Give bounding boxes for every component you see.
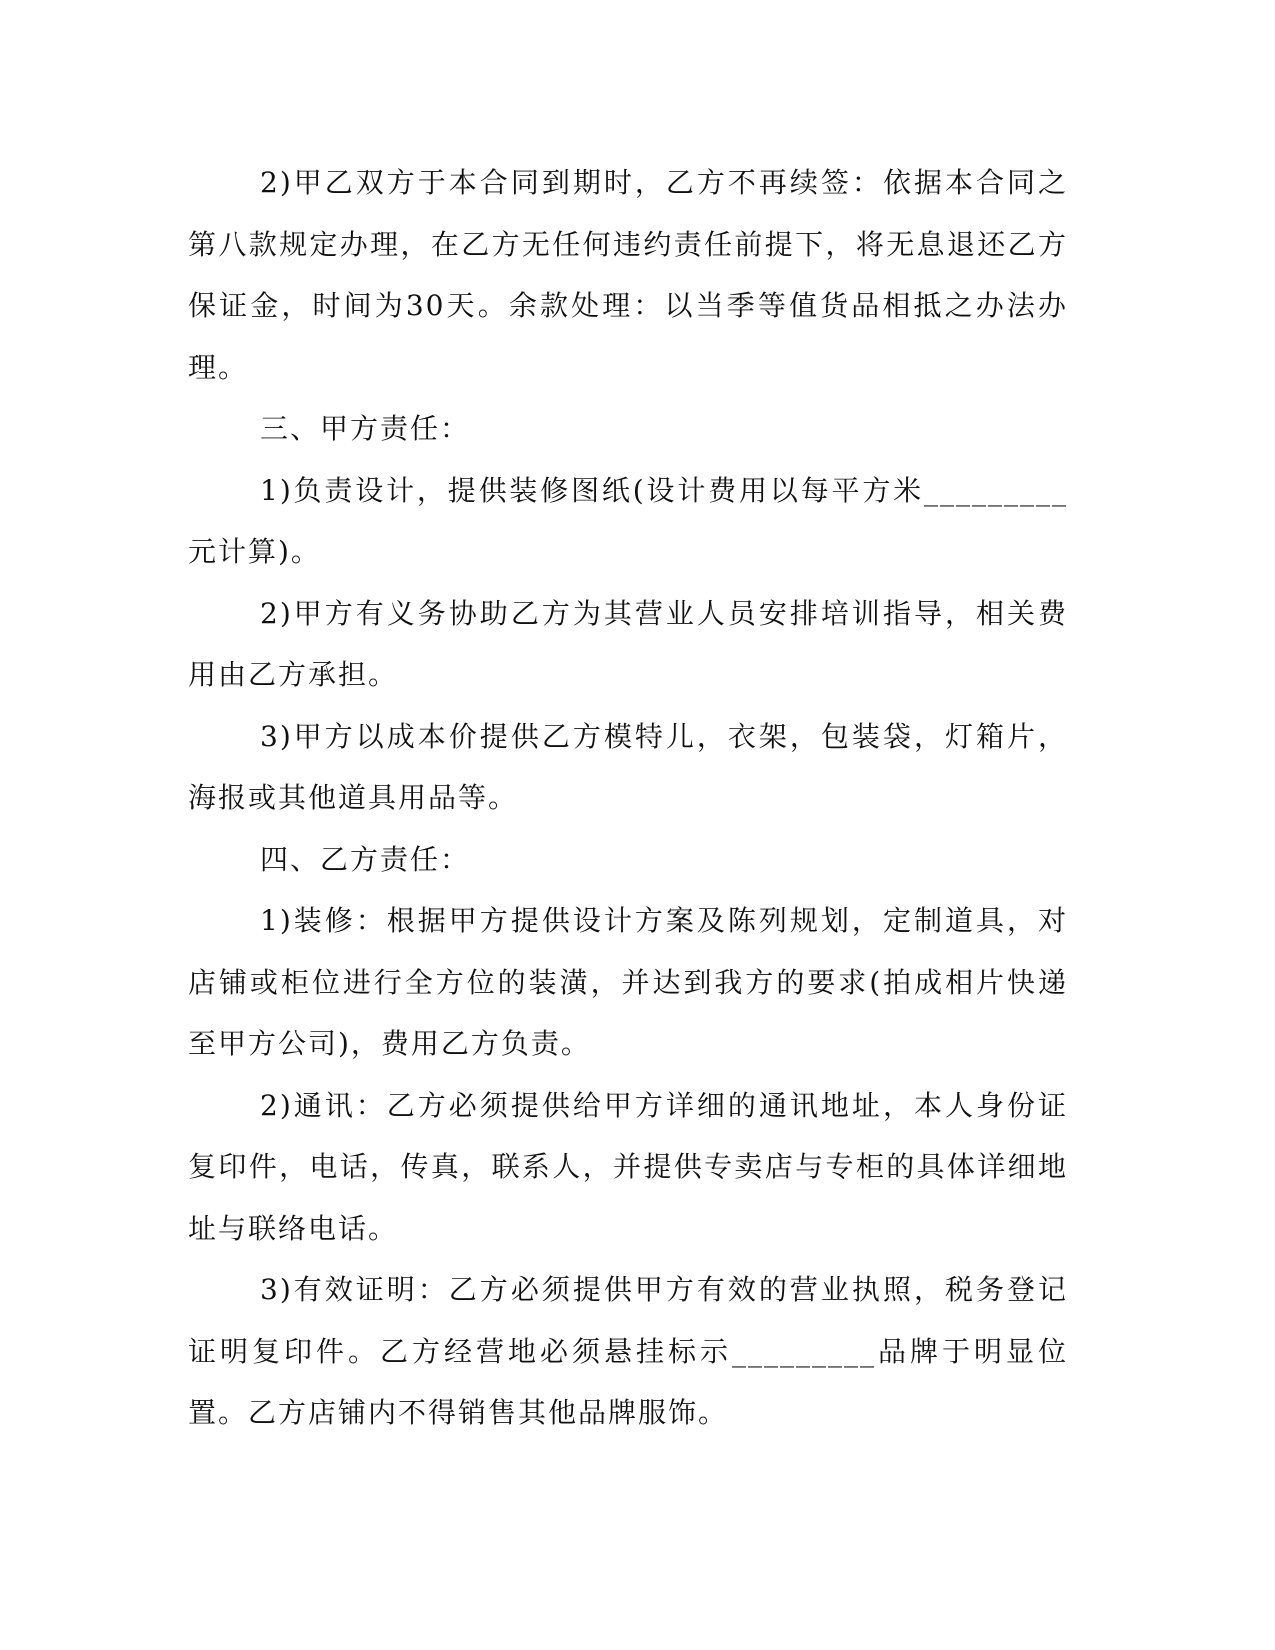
document-body	[188, 152, 1068, 1444]
paragraph-party-a-training: 2)甲方有义务协助乙方为其营业人员安排培训指导，相关费用由乙方承担。	[188, 596, 1068, 691]
paragraph-party-a-design: 1)负责设计，提供装修图纸(设计费用以每平方米_________元计算)。	[188, 473, 1068, 568]
section-heading-party-b: 四、乙方责任：	[260, 842, 471, 876]
section-heading-party-a: 三、甲方责任：	[260, 412, 471, 445]
paragraph-party-a-supplies: 3)甲方以成本价提供乙方模特儿，衣架，包装袋，灯箱片，海报或其他道具用品等。	[188, 719, 1068, 814]
paragraph-party-b-decoration: 1)装修：根据甲方提供设计方案及陈列规划，定制道具，对店铺或柜位进行全方位的装潢，并达到我方的要求(拍成相片快递至甲方公司)，费用乙方负责。	[188, 904, 1068, 1060]
paragraph-party-b-certificates: 3)有效证明：乙方必须提供甲方有效的营业执照，税务登记证明复印件。乙方经营地必须悬挂标示_________品牌于明显位置。乙方店铺内不得销售其他品牌服饰。	[188, 1273, 1068, 1429]
paragraph-renewal-clause: 2)甲乙双方于本合同到期时，乙方不再续签：依据本合同之第八款规定办理，在乙方无任何违约责任前提下，将无息退还乙方保证金，时间为30天。余款处理：以当季等值货品相抵之办法办理。	[188, 166, 1068, 384]
paragraph-party-b-contact: 2)通讯：乙方必须提供给甲方详细的通讯地址，本人身份证复印件，电话，传真，联系人，并提供专卖店与专柜的具体详细地址与联络电话。	[188, 1088, 1068, 1245]
